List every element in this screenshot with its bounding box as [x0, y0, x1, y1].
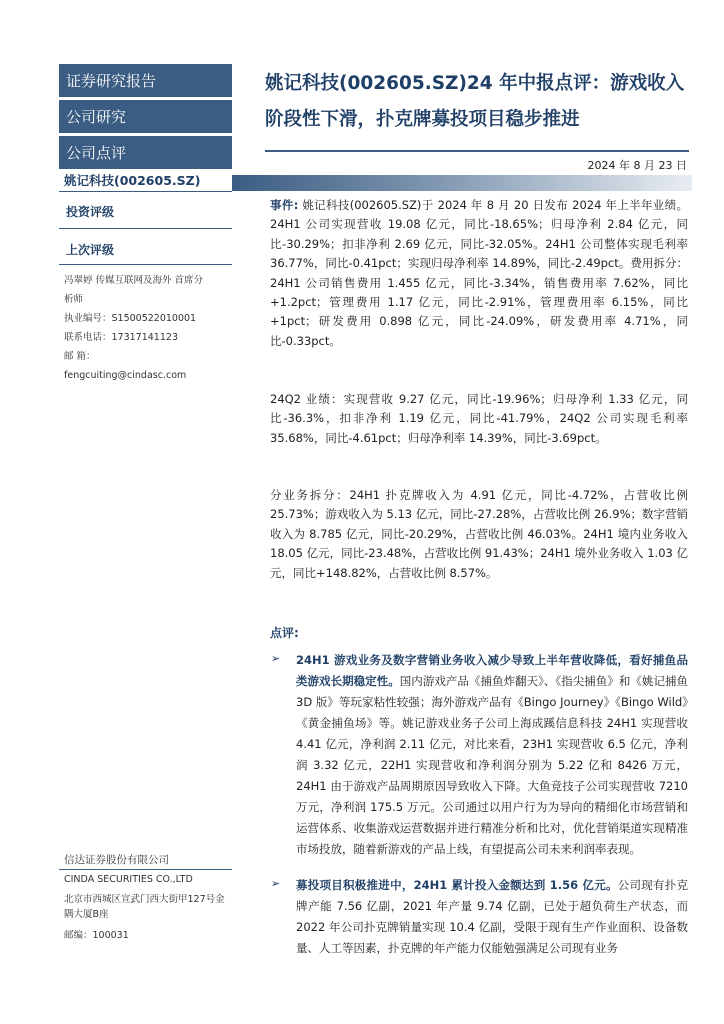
investment-rating-label: 投资评级 [66, 205, 115, 219]
title-divider [265, 150, 689, 152]
firm-address: 北京市西城区宣武门西大街甲127号金隅大厦B座 [64, 894, 225, 920]
point-2-paragraph [296, 875, 688, 959]
category-label: 公司研究 [66, 108, 127, 126]
sidebar-divider [59, 869, 232, 870]
header-gradient-bar [232, 175, 692, 191]
sidebar-band-subcategory [59, 136, 232, 169]
event-paragraph [270, 196, 688, 351]
bullet-arrow-icon: ➢ [271, 877, 281, 890]
segment-paragraph: 分业务拆分：24H1 扑克牌收入为 4.91 亿元，同比-4.72%，占营收比例 25.73%；游戏收入为 5.13 亿元，同比-27.28%，占营收比例 26.9%；数字营销收入为 8.785 亿元，同比-20.29%，占营收比例 46.03%。24H1 境内业务收入 18.05 亿元，同比-23.48%，占营收比例 91.43%；24H1 境外业务收入 1.03 亿元，同比+148.82%，占营收比例 8.57%。 [270, 488, 688, 580]
subcategory-label: 公司点评 [66, 144, 127, 162]
event-text: 姚记科技(002605.SZ)于 2024 年 8 月 20 日发布 2024 年上半年业绩。24H1 公司实现营收 19.08 亿元，同比-18.65%；归母净利 2.84 亿元，同比-30.29%；扣非净利 2.69 亿元，同比-32.05%。24H1 公司整体实现毛利率 36.77%，同比-0.41pct；实现归母净利率 14.89%，同比-2.49pct。费用拆分：24H1 公司销售费用 1.455 亿元，同比-3.34%，销售费用率 7.62%，同比+1.2pct；管理费用 1.17 亿元，同比-2.91%，管理费用率 6.15%，同比+1pct；研发费用 0.898 亿元，同比-24.09%，研发费用率 4.71%，同比-0.33pct。 [270, 198, 688, 348]
previous-rating-label: 上次评级 [66, 243, 115, 257]
point-1-paragraph [296, 650, 688, 860]
sidebar-divider [59, 228, 232, 229]
q2-paragraph: 24Q2 业绩：实现营收 9.27 亿元，同比-19.96%；归母净利 1.33 亿元，同比-36.3%，扣非净利 1.19 亿元，同比-41.79%，24Q2 公司实现毛利率 35.68%，同比-4.61pct；归母净利率 14.39%，同比-3.69pct。 [270, 392, 688, 445]
sidebar-band-report-type [59, 64, 232, 97]
sidebar-company-name: 姚记科技(002605.SZ) [64, 173, 201, 188]
bullet-arrow-icon: ➢ [271, 652, 281, 665]
analyst-line-1: 冯翠婷 传媒互联网及海外 首席分 [64, 275, 204, 286]
firm-postcode: 邮编：100031 [64, 930, 129, 941]
point-1-text: 国内游戏产品《捕鱼炸翻天》、《指尖捕鱼》和《姚记捕鱼 3D 版》等玩家粘性较强；海外游戏产品有《Bingo Journey》《Bingo Wild》《黄金捕鱼场》等。姚记游戏业务子公司上海成蹊信息科技 24H1 实现营收 4.41 亿元，净利润 2.11 亿元，对比来看，23H1 实现营收 6.5 亿元，净利润 3.32 亿元，22H1 实现营收和净利润分别为 5.22 亿和 8426 万元，24H1 由于游戏产品周期原因导致收入下降。大鱼竞技子公司实现营收 7210 万元，净利润 175.5 万元。公司通过以用户行为为导向的精细化市场营销和运营体系、收集游戏运营数据并进行精准分析和比对，优化营销渠道实现精准市场投放，随着新游戏的产品上线，有望提高公司未来利润率表现。 [296, 674, 688, 856]
analyst-line-2: 析师 [64, 294, 84, 305]
analyst-email: fengcuiting@cindasc.com [64, 370, 187, 381]
point-2-text: 公司现有扑克牌产能 7.56 亿副，2021 年产量 9.74 亿副，已处于超负荷生产状态，而 2022 年公司扑克牌销量实现 10.4 亿副，受限于现有生产作业面积、设备数量、人工等因素，扑克牌的年产能力仅能勉强满足公司现有业务 [296, 878, 689, 955]
analyst-info [64, 271, 232, 385]
point-2-lead: 募投项目积极推进中，24H1 累计投入金额达到 1.56 亿元。 [296, 878, 618, 892]
report-date: 2024 年 8 月 23 日 [587, 159, 687, 172]
analyst-phone: 联系电话：17317141123 [64, 332, 178, 343]
firm-name-cn: 信达证券股份有限公司 [64, 854, 169, 866]
comment-label: 点评: [270, 626, 299, 640]
report-title: 姚记科技(002605.SZ)24 年中报点评：游戏收入阶段性下滑，扑克牌募投项目稳步推进 [265, 73, 685, 130]
event-label: 事件: [270, 198, 299, 212]
sidebar-divider [59, 264, 232, 265]
analyst-email-label: 邮 箱： [64, 351, 96, 362]
sidebar-band-category [59, 100, 232, 133]
firm-name-en: CINDA SECURITIES CO.,LTD [64, 874, 193, 885]
point-1-lead: 24H1 游戏业务及数字营销业务收入减少导致上半年营收降低，看好捕鱼品类游戏长期稳定性。 [296, 653, 688, 688]
report-type-label: 证券研究报告 [66, 72, 157, 90]
analyst-license: 执业编号：S1500522010001 [64, 313, 197, 324]
sidebar-divider [59, 191, 232, 192]
